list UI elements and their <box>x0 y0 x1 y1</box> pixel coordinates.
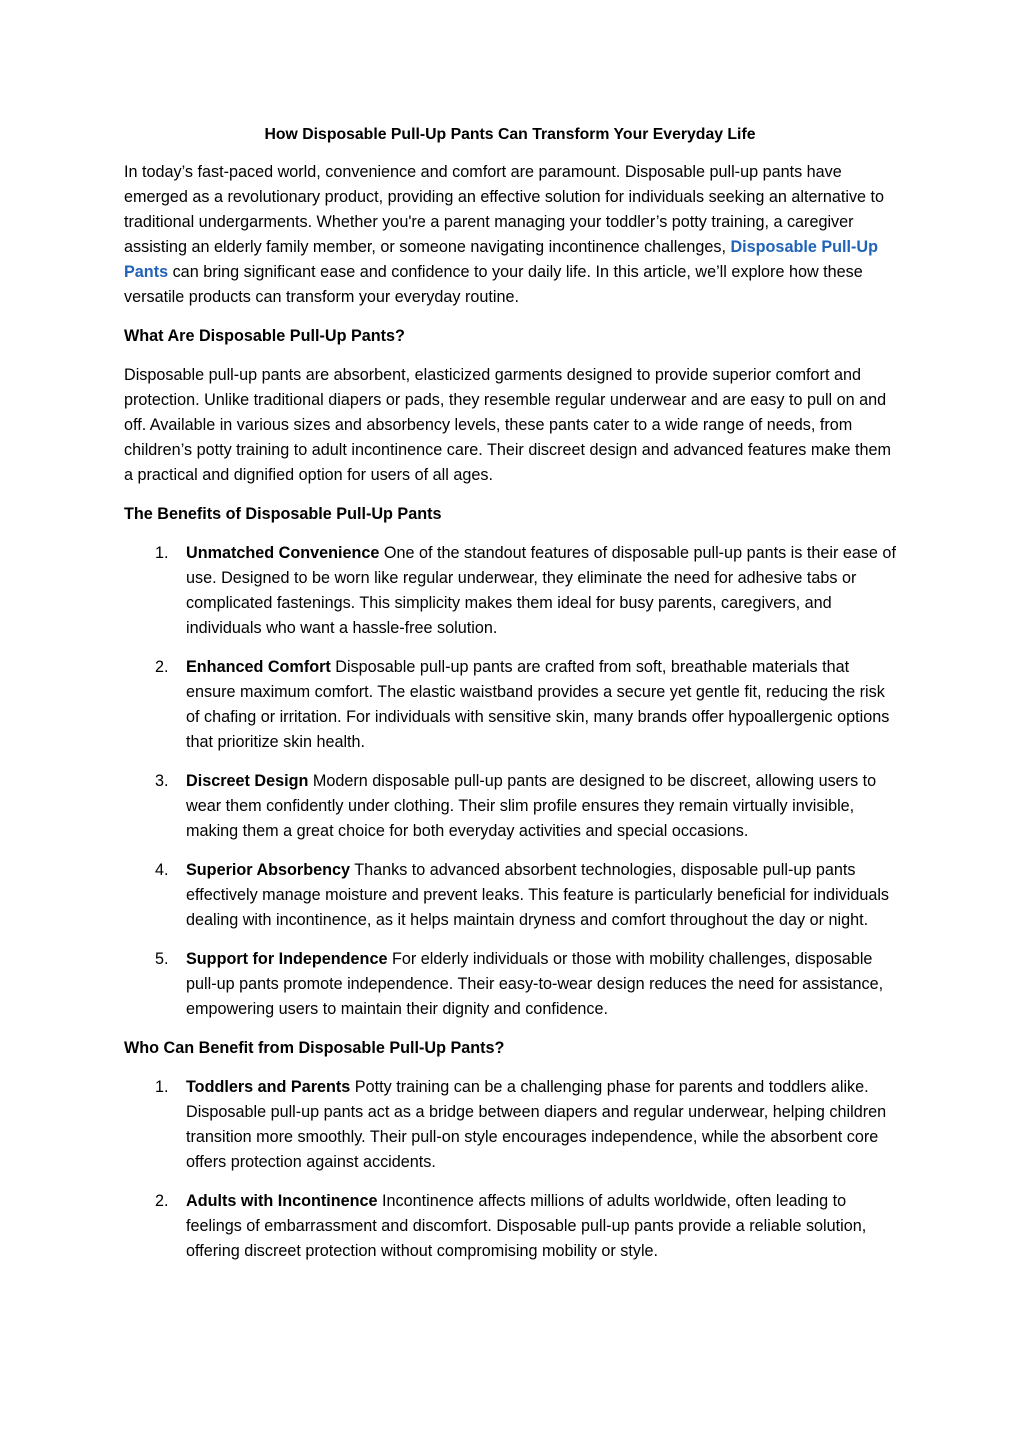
intro-text-after-link: can bring significant ease and confidence to your daily life. In this article, we’ll explore how these versatile products can transform your everyday routine. <box>124 263 863 306</box>
list-item <box>124 541 896 641</box>
list-item-title: Enhanced Comfort <box>186 658 331 676</box>
section-heading-benefits: The Benefits of Disposable Pull-Up Pants <box>124 505 442 523</box>
list-item-text: Potty training can be a challenging phase for parents and toddlers alike. Disposable pull-up pants act as a bridge between diapers and regular underwear, helping children transition more smoothly. Their pull-on style encourages independence, while the absorbent core offers protection against accidents. <box>186 1078 887 1171</box>
who-can-benefit-list <box>124 1075 896 1264</box>
list-item <box>124 655 896 755</box>
list-item-number: 2. <box>155 1192 169 1210</box>
list-item-text: Incontinence affects millions of adults worldwide, often leading to feelings of embarrassment and discomfort. Disposable pull-up pants provide a reliable solution, offering discreet protection without compromising mobility or style. <box>186 1192 867 1260</box>
list-item <box>124 1075 896 1175</box>
list-item-number: 5. <box>155 950 169 968</box>
list-item-text: Modern disposable pull-up pants are designed to be discreet, allowing users to wear them confidently under clothing. Their slim profile ensures they remain virtually invisible, making them a great choice for both everyday activities and special occasions. <box>186 772 877 840</box>
list-item-number: 4. <box>155 861 169 879</box>
section-heading-who-can-benefit: Who Can Benefit from Disposable Pull-Up Pants? <box>124 1039 505 1057</box>
benefits-list <box>124 541 896 1022</box>
list-item-text: One of the standout features of disposable pull-up pants is their ease of use. Designed to be worn like regular underwear, they eliminate the need for adhesive tabs or complicated fastenings. This simplicity makes them ideal for busy parents, caregivers, and individuals who want a hassle-free solution. <box>186 544 896 637</box>
list-item-number: 1. <box>155 1078 169 1096</box>
list-item-title: Adults with Incontinence <box>186 1192 378 1210</box>
disposable-pull-up-pants-link[interactable]: Disposable Pull-Up Pants <box>124 238 878 281</box>
intro-paragraph <box>124 160 896 310</box>
section-heading-what-are: What Are Disposable Pull-Up Pants? <box>124 327 405 345</box>
list-item <box>124 769 896 844</box>
section-paragraph-what-are: Disposable pull-up pants are absorbent, elasticized garments designed to provide superior comfort and protection. Unlike traditional diapers or pads, they resemble regular underwear and are easy to pull on and off. Available in various sizes and absorbency levels, these pants cater to a wide range of needs, from children’s potty training to adult incontinence care. Their discreet design and advanced features make them a practical and dignified option for users of all ages. <box>124 366 891 484</box>
list-item <box>124 858 896 933</box>
list-item-number: 2. <box>155 658 169 676</box>
intro-text-before-link: In today’s fast-paced world, convenience and comfort are paramount. Disposable pull-up pants have emerged as a revolutionary product, providing an effective solution for individuals seeking an alternative to traditional undergarments. Whether you're a parent managing your toddler’s potty training, a caregiver assisting an elderly family member, or someone navigating incontinence challenges, <box>124 163 885 256</box>
list-item-number: 1. <box>155 544 169 562</box>
list-item <box>124 947 896 1022</box>
list-item-title: Discreet Design <box>186 772 309 790</box>
list-item-text: For elderly individuals or those with mobility challenges, disposable pull-up pants promote independence. Their easy-to-wear design reduces the need for assistance, empowering users to maintain their dignity and confidence. <box>186 950 884 1018</box>
list-item-text: Disposable pull-up pants are crafted from soft, breathable materials that ensure maximum comfort. The elastic waistband provides a secure yet gentle fit, reducing the risk of chafing or irritation. For individuals with sensitive skin, many brands offer hypoallergenic options that prioritize skin health. <box>186 658 890 751</box>
list-item-text: Thanks to advanced absorbent technologies, disposable pull-up pants effectively manage moisture and prevent leaks. This feature is particularly beneficial for individuals dealing with incontinence, as it helps maintain dryness and comfort throughout the day or night. <box>186 861 890 929</box>
list-item-title: Toddlers and Parents <box>186 1078 351 1096</box>
list-item-number: 3. <box>155 772 169 790</box>
document-page <box>124 122 896 1278</box>
list-item-title: Support for Independence <box>186 950 388 968</box>
list-item-title: Superior Absorbency <box>186 861 351 879</box>
list-item <box>124 1189 896 1264</box>
document-title: How Disposable Pull-Up Pants Can Transform Your Everyday Life <box>264 126 756 143</box>
list-item-title: Unmatched Convenience <box>186 544 380 562</box>
